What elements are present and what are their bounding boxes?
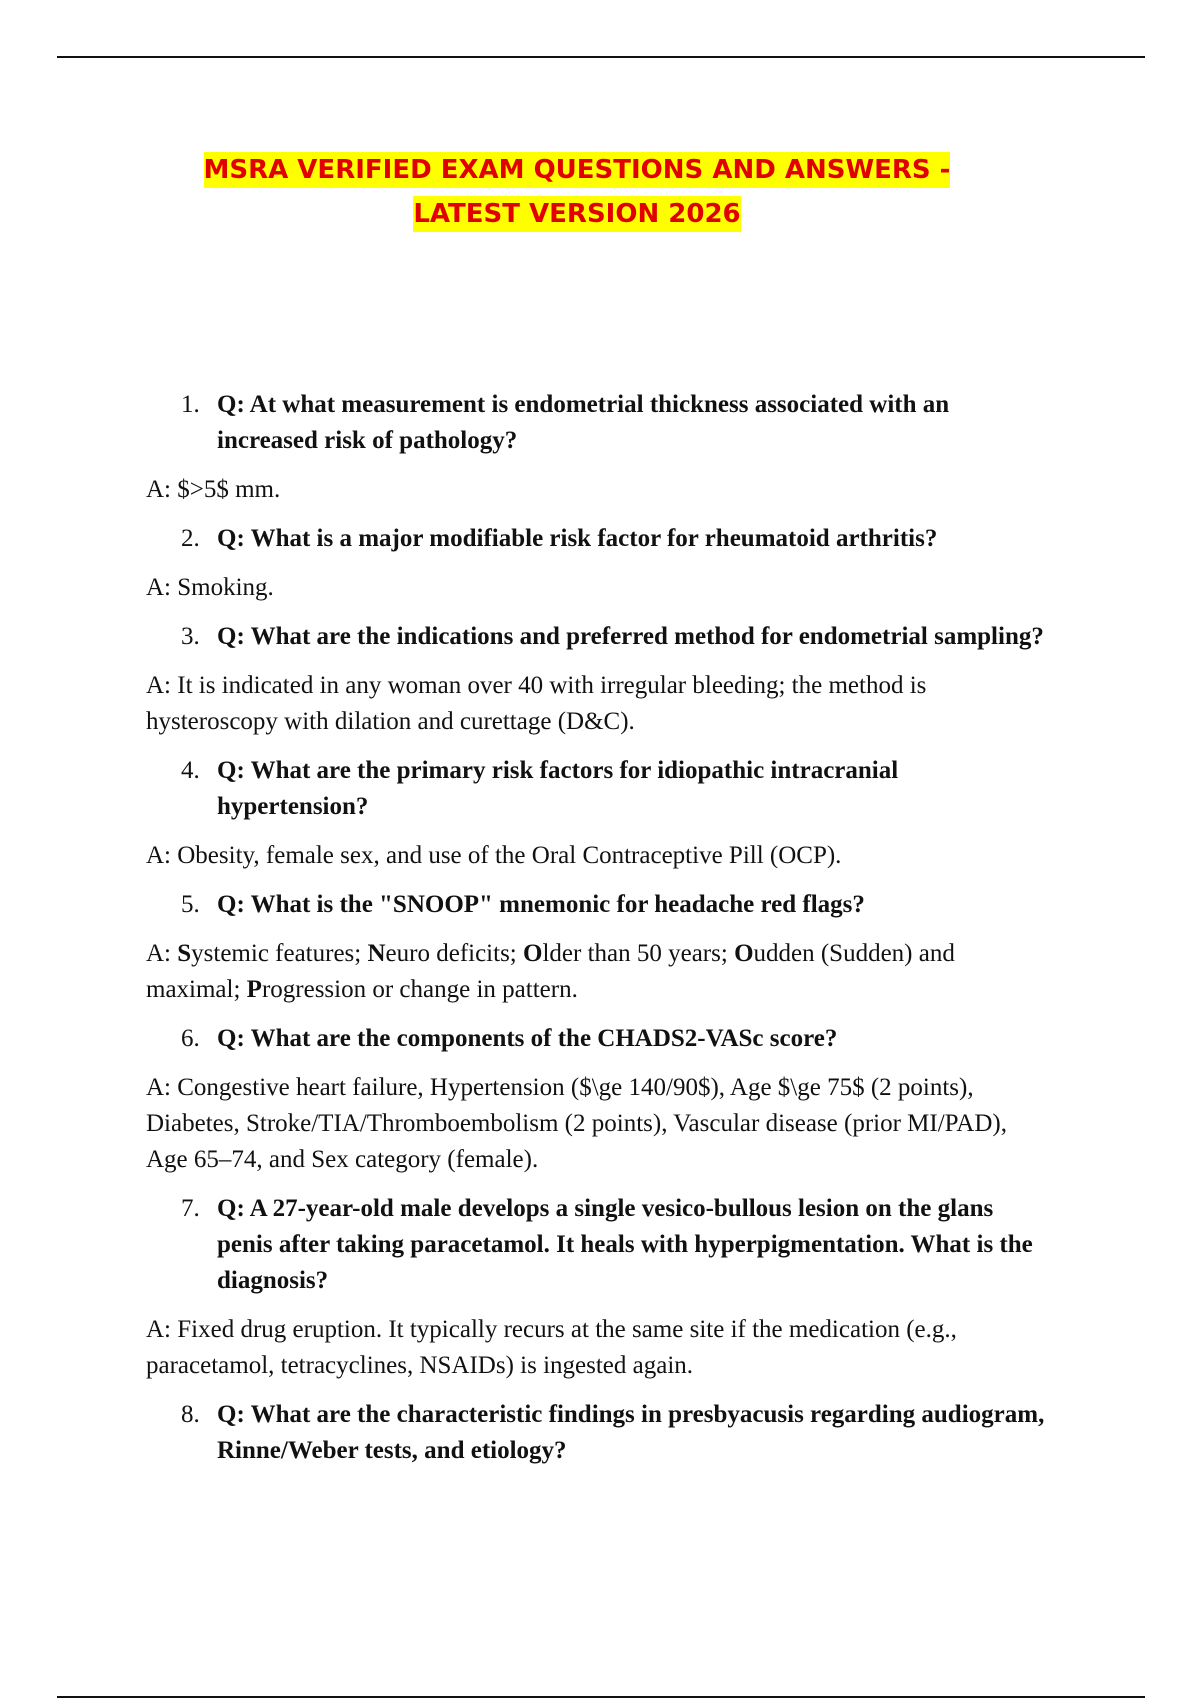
- answer-text: A: Congestive heart failure, Hypertension ($\ge 140/90$), Age $\ge 75$ (2 points), Diabetes, Stroke/TIA/Thromboembolism (2 points), Vascular disease (prior MI/PAD), Age 65–74, and Sex category (female).: [146, 1074, 1007, 1173]
- answer-text-snoop: [146, 936, 1046, 1008]
- qa-list: [146, 387, 1146, 1482]
- title-line-1: MSRA VERIFIED EXAM QUESTIONS AND ANSWERS -: [204, 152, 951, 188]
- answer-text: A: Smoking.: [146, 574, 274, 601]
- question-text: Q: A 27-year-old male develops a single vesico-bullous lesion on the glans penis after taking paracetamol. It heals with hyperpigmentation. What is the diagnosis?: [217, 1195, 1033, 1294]
- question-number: 7.: [181, 1195, 200, 1222]
- question-item: [181, 887, 1146, 923]
- question-item: [181, 1021, 1146, 1057]
- mnemonic-letter: N: [367, 940, 386, 967]
- question-text: Q: What are the components of the CHADS2-VASc score?: [217, 1025, 838, 1052]
- answer-prefix: A:: [146, 940, 178, 967]
- question-number: 1.: [181, 391, 200, 418]
- bottom-rule: [57, 1696, 1145, 1698]
- question-number: 6.: [181, 1025, 200, 1052]
- question-text: Q: What is a major modifiable risk factor for rheumatoid arthritis?: [217, 525, 938, 552]
- mnemonic-letter: O: [734, 940, 754, 967]
- question-number: 4.: [181, 757, 200, 784]
- document-title: [0, 148, 1154, 236]
- question-number: 5.: [181, 891, 200, 918]
- question-number: 3.: [181, 623, 200, 650]
- question-text: Q: What are the primary risk factors for idiopathic intracranial hypertension?: [217, 757, 899, 820]
- question-text: Q: At what measurement is endometrial thickness associated with an increased risk of pathology?: [217, 391, 950, 454]
- mnemonic-letter: O: [523, 940, 543, 967]
- question-item: [181, 753, 1146, 825]
- mnemonic-letter: S: [177, 940, 192, 967]
- mnemonic-text: udden (Sudden) and maximal;: [146, 940, 955, 1003]
- mnemonic-text: rogression or change in pattern.: [261, 976, 578, 1003]
- question-item: [181, 619, 1146, 655]
- answer-text: A: $>5$ mm.: [146, 476, 281, 503]
- answer-text: A: Obesity, female sex, and use of the Oral Contraceptive Pill (OCP).: [146, 842, 842, 869]
- question-item: [181, 387, 1146, 459]
- mnemonic-text: lder than 50 years;: [542, 940, 735, 967]
- question-number: 2.: [181, 525, 200, 552]
- question-item: [181, 521, 1146, 557]
- question-text: Q: What are the indications and preferred method for endometrial sampling?: [217, 623, 1044, 650]
- mnemonic-text: euro deficits;: [385, 940, 523, 967]
- question-number: 8.: [181, 1401, 200, 1428]
- answer-text: A: It is indicated in any woman over 40 with irregular bleeding; the method is hysteroscopy with dilation and curettage (D&C).: [146, 672, 927, 735]
- question-text: Q: What is the "SNOOP" mnemonic for headache red flags?: [217, 891, 865, 918]
- mnemonic-text: ystemic features;: [191, 940, 368, 967]
- title-line-2: LATEST VERSION 2026: [413, 196, 740, 232]
- question-item: [181, 1397, 1146, 1469]
- answer-text: A: Fixed drug eruption. It typically recurs at the same site if the medication (e.g., paracetamol, tetracyclines, NSAIDs) is ingested again.: [146, 1316, 957, 1379]
- mnemonic-letter: P: [246, 976, 262, 1003]
- top-rule: [57, 56, 1145, 58]
- question-text: Q: What are the characteristic findings in presbyacusis regarding audiogram, Rinne/Weber tests, and etiology?: [217, 1401, 1045, 1464]
- question-item: [181, 1191, 1146, 1299]
